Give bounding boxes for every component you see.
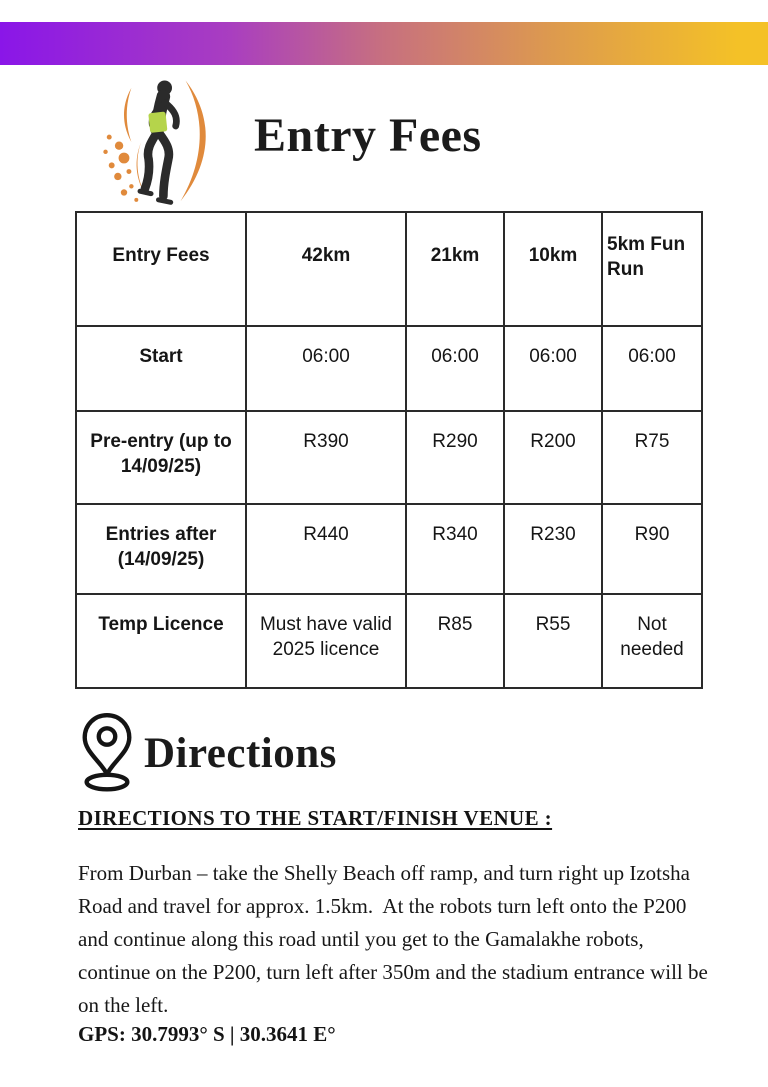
table-cell: 06:00	[504, 326, 602, 411]
table-row	[76, 326, 702, 411]
row-label: Entries after (14/09/25)	[76, 504, 246, 594]
column-header: Entry Fees	[76, 212, 246, 326]
table-cell: R200	[504, 411, 602, 504]
entry-fees-table-body	[76, 326, 702, 688]
table-cell: R55	[504, 594, 602, 688]
directions-heading: Directions	[144, 730, 337, 777]
table-cell: 06:00	[246, 326, 406, 411]
row-label: Temp Licence	[76, 594, 246, 688]
table-row	[76, 411, 702, 504]
row-label: Pre-entry (up to 14/09/25)	[76, 411, 246, 504]
column-header: 42km	[246, 212, 406, 326]
column-header: 5km Fun Run	[602, 212, 702, 326]
table-cell: 06:00	[602, 326, 702, 411]
table-cell: R230	[504, 504, 602, 594]
table-cell: R440	[246, 504, 406, 594]
table-cell: R340	[406, 504, 504, 594]
entry-fees-table-head	[76, 212, 702, 326]
top-gradient-bar	[0, 22, 768, 65]
table-cell: 06:00	[406, 326, 504, 411]
column-header: 21km	[406, 212, 504, 326]
entry-fees-table	[75, 211, 703, 689]
table-row	[76, 504, 702, 594]
runner-logo-icon	[92, 78, 220, 206]
page-title: Entry Fees	[254, 109, 482, 162]
table-cell: R85	[406, 594, 504, 688]
row-label: Start	[76, 326, 246, 411]
gps-coordinates: GPS: 30.7993° S | 30.3641 E°	[78, 1022, 336, 1046]
table-cell: R75	[602, 411, 702, 504]
table-header-row	[76, 212, 702, 326]
column-header: 10km	[504, 212, 602, 326]
directions-subheading: DIRECTIONS TO THE START/FINISH VENUE :	[78, 806, 553, 830]
table-cell: Not needed	[602, 594, 702, 688]
table-cell: R90	[602, 504, 702, 594]
location-pin-icon	[76, 711, 138, 793]
table-row	[76, 594, 702, 688]
directions-body-text: From Durban – take the Shelly Beach off ramp, and turn right up Izotsha Road and travel for approx. 1.5km. At the robots turn left onto the P200 and continue along this road until you get to the Gamalakhe robots, continue on the P200, turn left after 350m and the stadium entrance will be on the left.	[78, 861, 714, 1017]
table-cell: R290	[406, 411, 504, 504]
table-cell: R390	[246, 411, 406, 504]
table-cell: Must have valid 2025 licence	[246, 594, 406, 688]
